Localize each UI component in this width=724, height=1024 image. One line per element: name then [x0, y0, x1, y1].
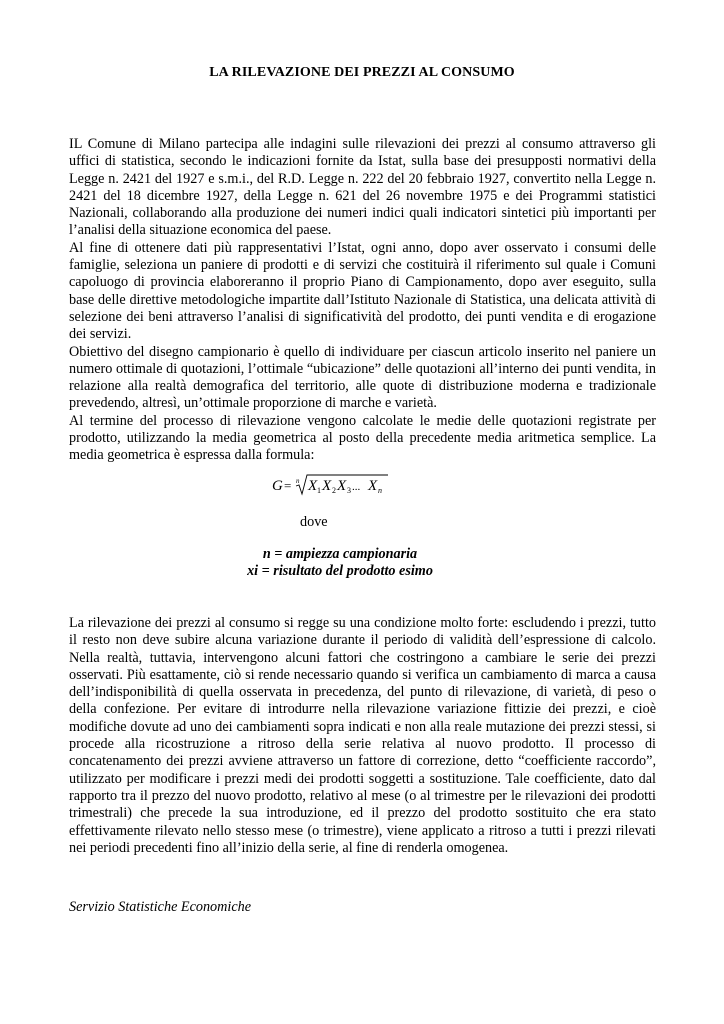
formula-term-n: X: [368, 478, 378, 494]
definition-n: n = ampiezza campionaria: [262, 546, 418, 562]
paragraph-geometric-mean: Al termine del processo di rilevazione vengono calcolate le medie delle quotazioni registrate per prodotto, utilizzando la media geometrica al posto della precedente media aritmetica semplice. La media geometrica è espressa dalla formula:: [69, 412, 656, 464]
formula-where-label: dove: [300, 514, 328, 530]
formula-sub-2: 2: [332, 486, 336, 495]
geometric-mean-formula: [270, 470, 400, 500]
formula-dots: ...: [352, 481, 361, 493]
formula-sub-3: 3: [347, 486, 351, 495]
paragraph-sampling-design: Obiettivo del disegno campionario è quello di individuare per ciascun articolo inserito nel paniere un numero ottimale di quotazioni, l’ottimale “ubicazione” delle quotazioni all’interno dei punti vendita, in relazione alla realtà demografica del territorio, alle quote di distribuzione moderna e tradizionale prevedendo, altresì, un’ottimale proporzione di marche e varietà.: [69, 343, 656, 412]
formula-sub-n: n: [378, 486, 382, 495]
paragraph-basket-selection: Al fine di ottenere dati più rappresentativi l’Istat, ogni anno, dopo aver osservato i consumi delle famiglie, seleziona un paniere di prodotti e di servizi che costituirà il riferimento sul quale i Comuni capoluogo di provincia elaboreranno il proprio Piano di Campionamento, dopo aver eseguito, sulla base delle direttive metodologiche impartite dall’Istituto Nazionale di Statistica, una delicata attività di selezione dei beni attraverso l’analisi di significatività del prodotto, dei punti vendita e di erogazione dei servizi.: [69, 239, 656, 343]
formula-term-3: X: [337, 478, 347, 494]
page-title: LA RILEVAZIONE DEI PREZZI AL CONSUMO: [209, 65, 515, 80]
formula-term-1: X: [308, 478, 318, 494]
signature-office: Servizio Statistiche Economiche: [69, 899, 252, 915]
paragraph-legal-basis: IL Comune di Milano partecipa alle indagini sulle rilevazioni dei prezzi al consumo attraverso gli uffici di statistica, secondo le indicazioni fornite da Istat, sulla base dei presupposti normativi della Legge n. 2421 del 1927 e s.m.i., del R.D. Legge n. 222 del 20 febbraio 1927, convertito nella Legge n. 2421 del 18 dicembre 1927, della Legge n. 621 del 26 novembre 1975 e dei Programmi statistici Nazionali, collaborando alla produzione dei numeri indici quali indicatori sintetici più importanti per l’analisi della situazione economica del paese.: [69, 136, 656, 239]
formula-term-2: X: [322, 478, 332, 494]
formula-lhs: G: [272, 478, 283, 494]
formula-equals: =: [284, 478, 292, 493]
definition-xi: xi = risultato del prodotto esimo: [247, 563, 433, 579]
paragraph-chaining: La rilevazione dei prezzi al consumo si regge su una condizione molto forte: escludendo i prezzi, tutto il resto non deve subire alcuna variazione durante il periodo di validità dell’espressione di calcolo. Nella realtà, tuttavia, intervengono alcuni fattori che costringono a cambiare le serie dei prezzi osservati. Più esattamente, ciò si rende necessario quando si verifica un cambiamento di marca a causa dell’indisponibilità di quella osservata in precedenza, del punto di rilevazione, di varietà, di peso o della confezione. Per evitare di introdurre nella rilevazione variazione fittizie dei prezzi, e cioè modifiche dovute ad uno dei cambiamenti sopra indicati e non alla reale mutazione dei prezzi stessi, si procede alla ricostruzione a ritroso della serie relativa al nuovo prodotto. Il processo di concatenamento dei prezzi avviene attraverso un fattore di correzione, detto “coefficiente raccordo”, utilizzato per modificare i prezzi medi dei prodotti soggetti a sostituzione. Tale coefficiente, dato dal rapporto tra il prezzo del nuovo prodotto, relativo al mese (o al trimestre per le rilevazioni dei prodotti trimestrali) che precede la sua introduzione, ed il prezzo del prodotto sostituito che era stato effettivamente rilevato nello stesso mese (o trimestre), viene applicato a ritroso a tutti i prezzi rilevati nei periodi precedenti fino all’inizio della serie, al fine di renderla omogenea.: [69, 615, 656, 856]
formula-root-index: n: [296, 477, 300, 485]
intro-section: [69, 136, 656, 465]
formula-sub-1: 1: [317, 486, 321, 495]
chaining-section: [69, 615, 656, 857]
